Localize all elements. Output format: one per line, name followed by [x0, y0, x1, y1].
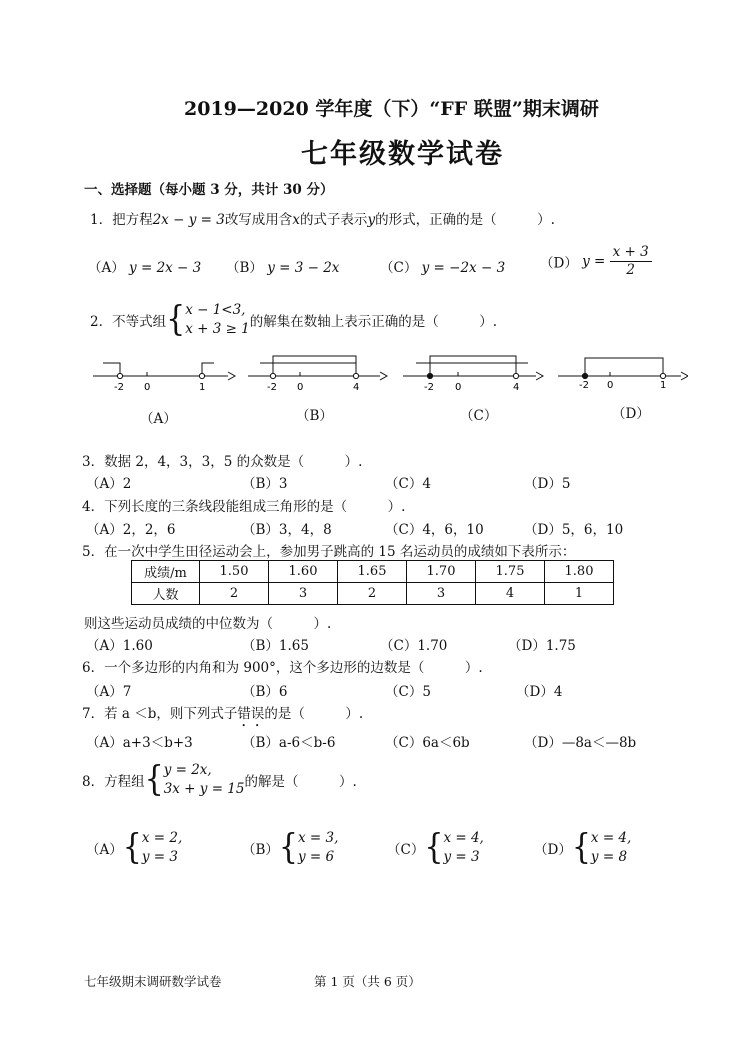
- tick-label: 0: [607, 380, 614, 391]
- q8-line2: 3x + y = 15: [163, 781, 245, 797]
- page-title: 七年级数学试卷: [301, 139, 504, 170]
- question-2-stem: [90, 301, 497, 339]
- system-line: x = 3,: [298, 830, 339, 846]
- q6-option-b[interactable]: （B）6: [242, 684, 288, 700]
- question-3-stem: 3．数据 2，4，3，3，5 的众数是（ ）.: [82, 454, 363, 470]
- q1-option-b-math: y = 3 − 2x: [267, 260, 340, 276]
- q1-option-d-label: （D）: [540, 255, 578, 272]
- exam-header: 2019—2020 学年度（下）“FF 联盟”期末调研: [184, 98, 599, 120]
- q2-tail: 的解集在数轴上表示正确的是（ ）.: [249, 314, 498, 330]
- q7-stem-part: 7．若 a ＜b，则下列式子: [82, 706, 238, 722]
- q4-option-b[interactable]: （B）3，4，8: [242, 522, 332, 538]
- q8-equation-system: [164, 761, 245, 799]
- q1-option-b[interactable]: [226, 256, 339, 276]
- table-row: [132, 583, 614, 605]
- q7-option-a[interactable]: （A）a+3＜b+3: [86, 735, 193, 751]
- q2-line2: x + 3 ≥ 1: [185, 321, 250, 337]
- q5-option-c[interactable]: （C）1.70: [380, 638, 448, 654]
- left-brace: {: [278, 827, 299, 868]
- q8-tail: 的解是（ ）.: [244, 774, 357, 790]
- system-line: x = 2,: [141, 830, 183, 846]
- q2-option-c[interactable]: （C）: [460, 408, 498, 424]
- q8-option-b-label: （B）: [242, 842, 279, 858]
- tick-label: 0: [297, 382, 304, 393]
- question-4-stem: 4．下列长度的三条线段能组成三角形的是（ ）.: [82, 499, 406, 515]
- question-6-stem: 6．一个多边形的内角和为 900°，这个多边形的边数是（ ）.: [82, 660, 483, 676]
- table-cell: 3: [407, 583, 476, 605]
- q6-option-d[interactable]: （D）4: [516, 684, 563, 700]
- q8-option-c-label: （C）: [387, 842, 425, 858]
- q2-option-a[interactable]: （A）: [140, 411, 177, 427]
- q1-var-y: y: [367, 212, 376, 228]
- tick-label: -2: [424, 382, 434, 393]
- q8-option-d-system: [591, 829, 631, 867]
- q2-number-lines: [88, 352, 688, 427]
- q1-option-c-math: y = −2x − 3: [421, 260, 506, 276]
- q8-option-d-label: （D）: [534, 842, 572, 858]
- left-brace: {: [424, 827, 444, 868]
- q7-option-b[interactable]: （B）a-6＜b-6: [242, 735, 336, 751]
- fraction-numerator: x + 3: [610, 244, 652, 262]
- system-line: x = 4,: [443, 830, 484, 846]
- question-5-stem: 5．在一次中学生田径运动会上，参加男子跳高的 15 名运动员的成绩如下表所示：: [82, 544, 576, 560]
- table-cell: 4: [476, 583, 545, 605]
- table-cell: 1.50: [200, 561, 269, 583]
- q7-option-d[interactable]: （D）—8a＜—8b: [524, 735, 637, 751]
- tick-label: 1: [199, 382, 206, 393]
- q3-option-a[interactable]: （A）2: [86, 476, 132, 492]
- q1-option-d[interactable]: [540, 244, 652, 279]
- q4-option-d[interactable]: （D）5，6，10: [524, 522, 624, 538]
- question-7-stem: [82, 702, 363, 730]
- number-line-c[interactable]: [403, 356, 543, 393]
- q3-option-c[interactable]: （C）4: [385, 476, 431, 492]
- tick-label: -2: [579, 380, 589, 391]
- section-heading-choice: 一、选择题（每小题 3 分，共计 30 分）: [84, 182, 334, 198]
- q1-option-b-label: （B）: [226, 260, 263, 276]
- q8-option-b-system: [298, 829, 338, 867]
- q8-option-d[interactable]: [534, 829, 631, 867]
- q1-option-a[interactable]: [88, 256, 201, 276]
- score-table: [131, 560, 614, 605]
- number-line-a[interactable]: [93, 363, 235, 393]
- footer-left: 七年级期末调研数学试卷: [84, 974, 222, 989]
- q8-option-a-label: （A）: [86, 842, 123, 858]
- system-line: y = 6: [298, 849, 335, 865]
- question-1-stem: [90, 208, 555, 228]
- q1-var-x: x: [292, 212, 300, 228]
- left-brace: {: [144, 759, 164, 800]
- q3-option-d[interactable]: （D）5: [524, 476, 571, 492]
- q5-option-d[interactable]: （D）1.75: [508, 638, 576, 654]
- q8-option-a[interactable]: [86, 829, 182, 867]
- system-line: y = 8: [590, 849, 628, 865]
- q1-equation: 2x − y = 3: [152, 212, 225, 228]
- footer-page-number: 第 1 页（共 6 页）: [314, 974, 421, 989]
- system-line: y = 3: [443, 849, 480, 865]
- left-brace: {: [571, 827, 591, 868]
- table-header-cell: 人数: [132, 583, 200, 605]
- q1-option-d-lhs: y =: [582, 253, 606, 270]
- q5-option-a[interactable]: （A）1.60: [86, 638, 153, 654]
- q1-option-d-fraction: [610, 244, 652, 279]
- system-line: y = 3: [141, 849, 178, 865]
- q1-option-c-label: （C）: [380, 260, 418, 276]
- table-cell: 1: [545, 583, 614, 605]
- table-cell: 1.70: [407, 561, 476, 583]
- table-cell: 1.80: [545, 561, 614, 583]
- table-row: [132, 561, 614, 583]
- q1-mid2: 的式子表示: [299, 212, 368, 228]
- tick-label: 1: [660, 380, 667, 391]
- system-line: x = 4,: [590, 830, 632, 846]
- q8-option-c-system: [443, 829, 483, 867]
- q2-option-d[interactable]: （D）: [612, 406, 650, 422]
- q2-line1: x − 1<3,: [185, 302, 246, 318]
- table-cell: 2: [200, 583, 269, 605]
- number-line-b[interactable]: [248, 356, 387, 393]
- number-line-d[interactable]: [558, 358, 688, 391]
- q2-prefix: 2．不等式组: [90, 314, 167, 330]
- tick-label: 4: [513, 382, 520, 393]
- q1-option-a-label: （A）: [88, 260, 125, 276]
- q8-prefix: 8．方程组: [82, 774, 145, 790]
- q8-option-a-system: [142, 829, 182, 867]
- q2-inequality-system: [185, 301, 250, 339]
- tick-label: 4: [353, 382, 360, 393]
- q7-option-c[interactable]: （C）6a＜6b: [385, 735, 470, 751]
- q3-option-b[interactable]: （B）3: [242, 476, 288, 492]
- q1-tail: 的形式，正确的是（ ）.: [375, 212, 555, 228]
- q8-line1: y = 2x,: [163, 762, 212, 778]
- q6-option-a[interactable]: （A）7: [86, 684, 132, 700]
- table-cell: 2: [338, 583, 407, 605]
- q4-option-a[interactable]: （A）2，2，6: [86, 522, 176, 538]
- left-brace: {: [166, 299, 186, 340]
- table-cell: 1.65: [338, 561, 407, 583]
- question-5-stem-2: 则这些运动员成绩的中位数为（ ）.: [84, 616, 332, 632]
- q1-option-a-math: y = 2x − 3: [129, 260, 202, 276]
- q7-stem-part: 的是（ ）.: [264, 706, 364, 722]
- q4-option-c[interactable]: （C）4，6，10: [385, 522, 484, 538]
- fraction-denominator: 2: [626, 262, 635, 278]
- tick-label: 0: [144, 382, 151, 393]
- table-cell: 1.75: [476, 561, 545, 583]
- q8-option-c[interactable]: [387, 829, 484, 867]
- table-cell: 3: [269, 583, 338, 605]
- tick-label: -2: [267, 382, 277, 393]
- q7-emphasis: 错误: [237, 706, 265, 722]
- q1-option-c[interactable]: [380, 256, 505, 276]
- q8-option-b[interactable]: [242, 829, 338, 867]
- tick-label: -2: [114, 382, 124, 393]
- tick-label: 0: [455, 382, 462, 393]
- question-8-stem: [82, 761, 357, 799]
- table-header-cell: 成绩/m: [132, 561, 200, 583]
- q5-option-b[interactable]: （B）1.65: [242, 638, 309, 654]
- table-cell: 1.60: [269, 561, 338, 583]
- q1-prefix: 1．把方程: [90, 212, 153, 228]
- q6-option-c[interactable]: （C）5: [385, 684, 431, 700]
- q1-mid: 改写成用含: [224, 212, 293, 228]
- left-brace: {: [122, 827, 142, 868]
- q2-option-b[interactable]: （B）: [296, 408, 333, 424]
